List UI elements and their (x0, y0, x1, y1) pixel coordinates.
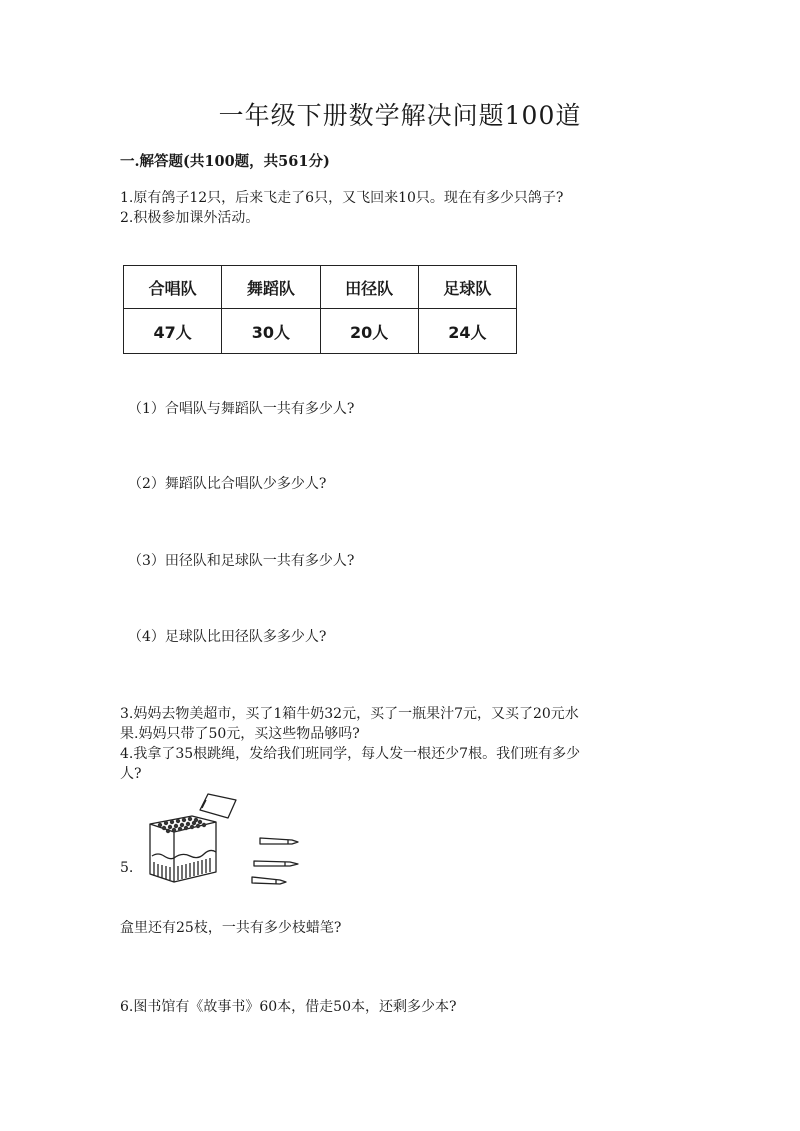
question-4-line-1: 4.我拿了35根跳绳，发给我们班同学，每人发一根还少7根。我们班有多少 (120, 746, 581, 762)
question-1: 1.原有鸽子12只，后来飞走了6只，又飞回来10只。现在有多少只鸽子? (120, 190, 564, 206)
question-5-number: 5. (120, 860, 134, 876)
table-header-cell: 田径队 (320, 266, 418, 309)
question-5-text: 盒里还有25枝，一共有多少枝蜡笔? (120, 920, 342, 936)
table-header-row (124, 266, 517, 309)
table-header-cell: 合唱队 (124, 266, 222, 309)
sub-question-4: （4）足球队比田径队多多少人? (128, 629, 327, 645)
table-cell: 20人 (320, 309, 418, 354)
section-heading: 一.解答题(共100题，共561分) (120, 153, 330, 170)
crayon-box-illustration (142, 788, 312, 898)
question-6: 6.图书馆有《故事书》60本，借走50本，还剩多少本? (120, 999, 457, 1015)
table-row (124, 309, 517, 354)
table-cell: 30人 (222, 309, 320, 354)
question-2: 2.积极参加课外活动。 (120, 210, 260, 226)
question-3-line-2: 果.妈妈只带了50元，买这些物品够吗? (120, 726, 360, 742)
page-title: 一年级下册数学解决问题100道 (218, 101, 582, 130)
sub-question-2: （2）舞蹈队比合唱队少多少人? (128, 476, 327, 492)
table-header-cell: 舞蹈队 (222, 266, 320, 309)
question-3-line-1: 3.妈妈去物美超市，买了1箱牛奶32元，买了一瓶果汁7元，又买了20元水 (120, 706, 579, 722)
table-cell: 47人 (124, 309, 222, 354)
table-header-cell: 足球队 (418, 266, 516, 309)
activity-table (123, 265, 517, 354)
sub-question-3: （3）田径队和足球队一共有多少人? (128, 553, 355, 569)
sub-question-1: （1）合唱队与舞蹈队一共有多少人? (128, 401, 355, 417)
question-4-line-2: 人? (120, 766, 142, 782)
table-cell: 24人 (418, 309, 516, 354)
